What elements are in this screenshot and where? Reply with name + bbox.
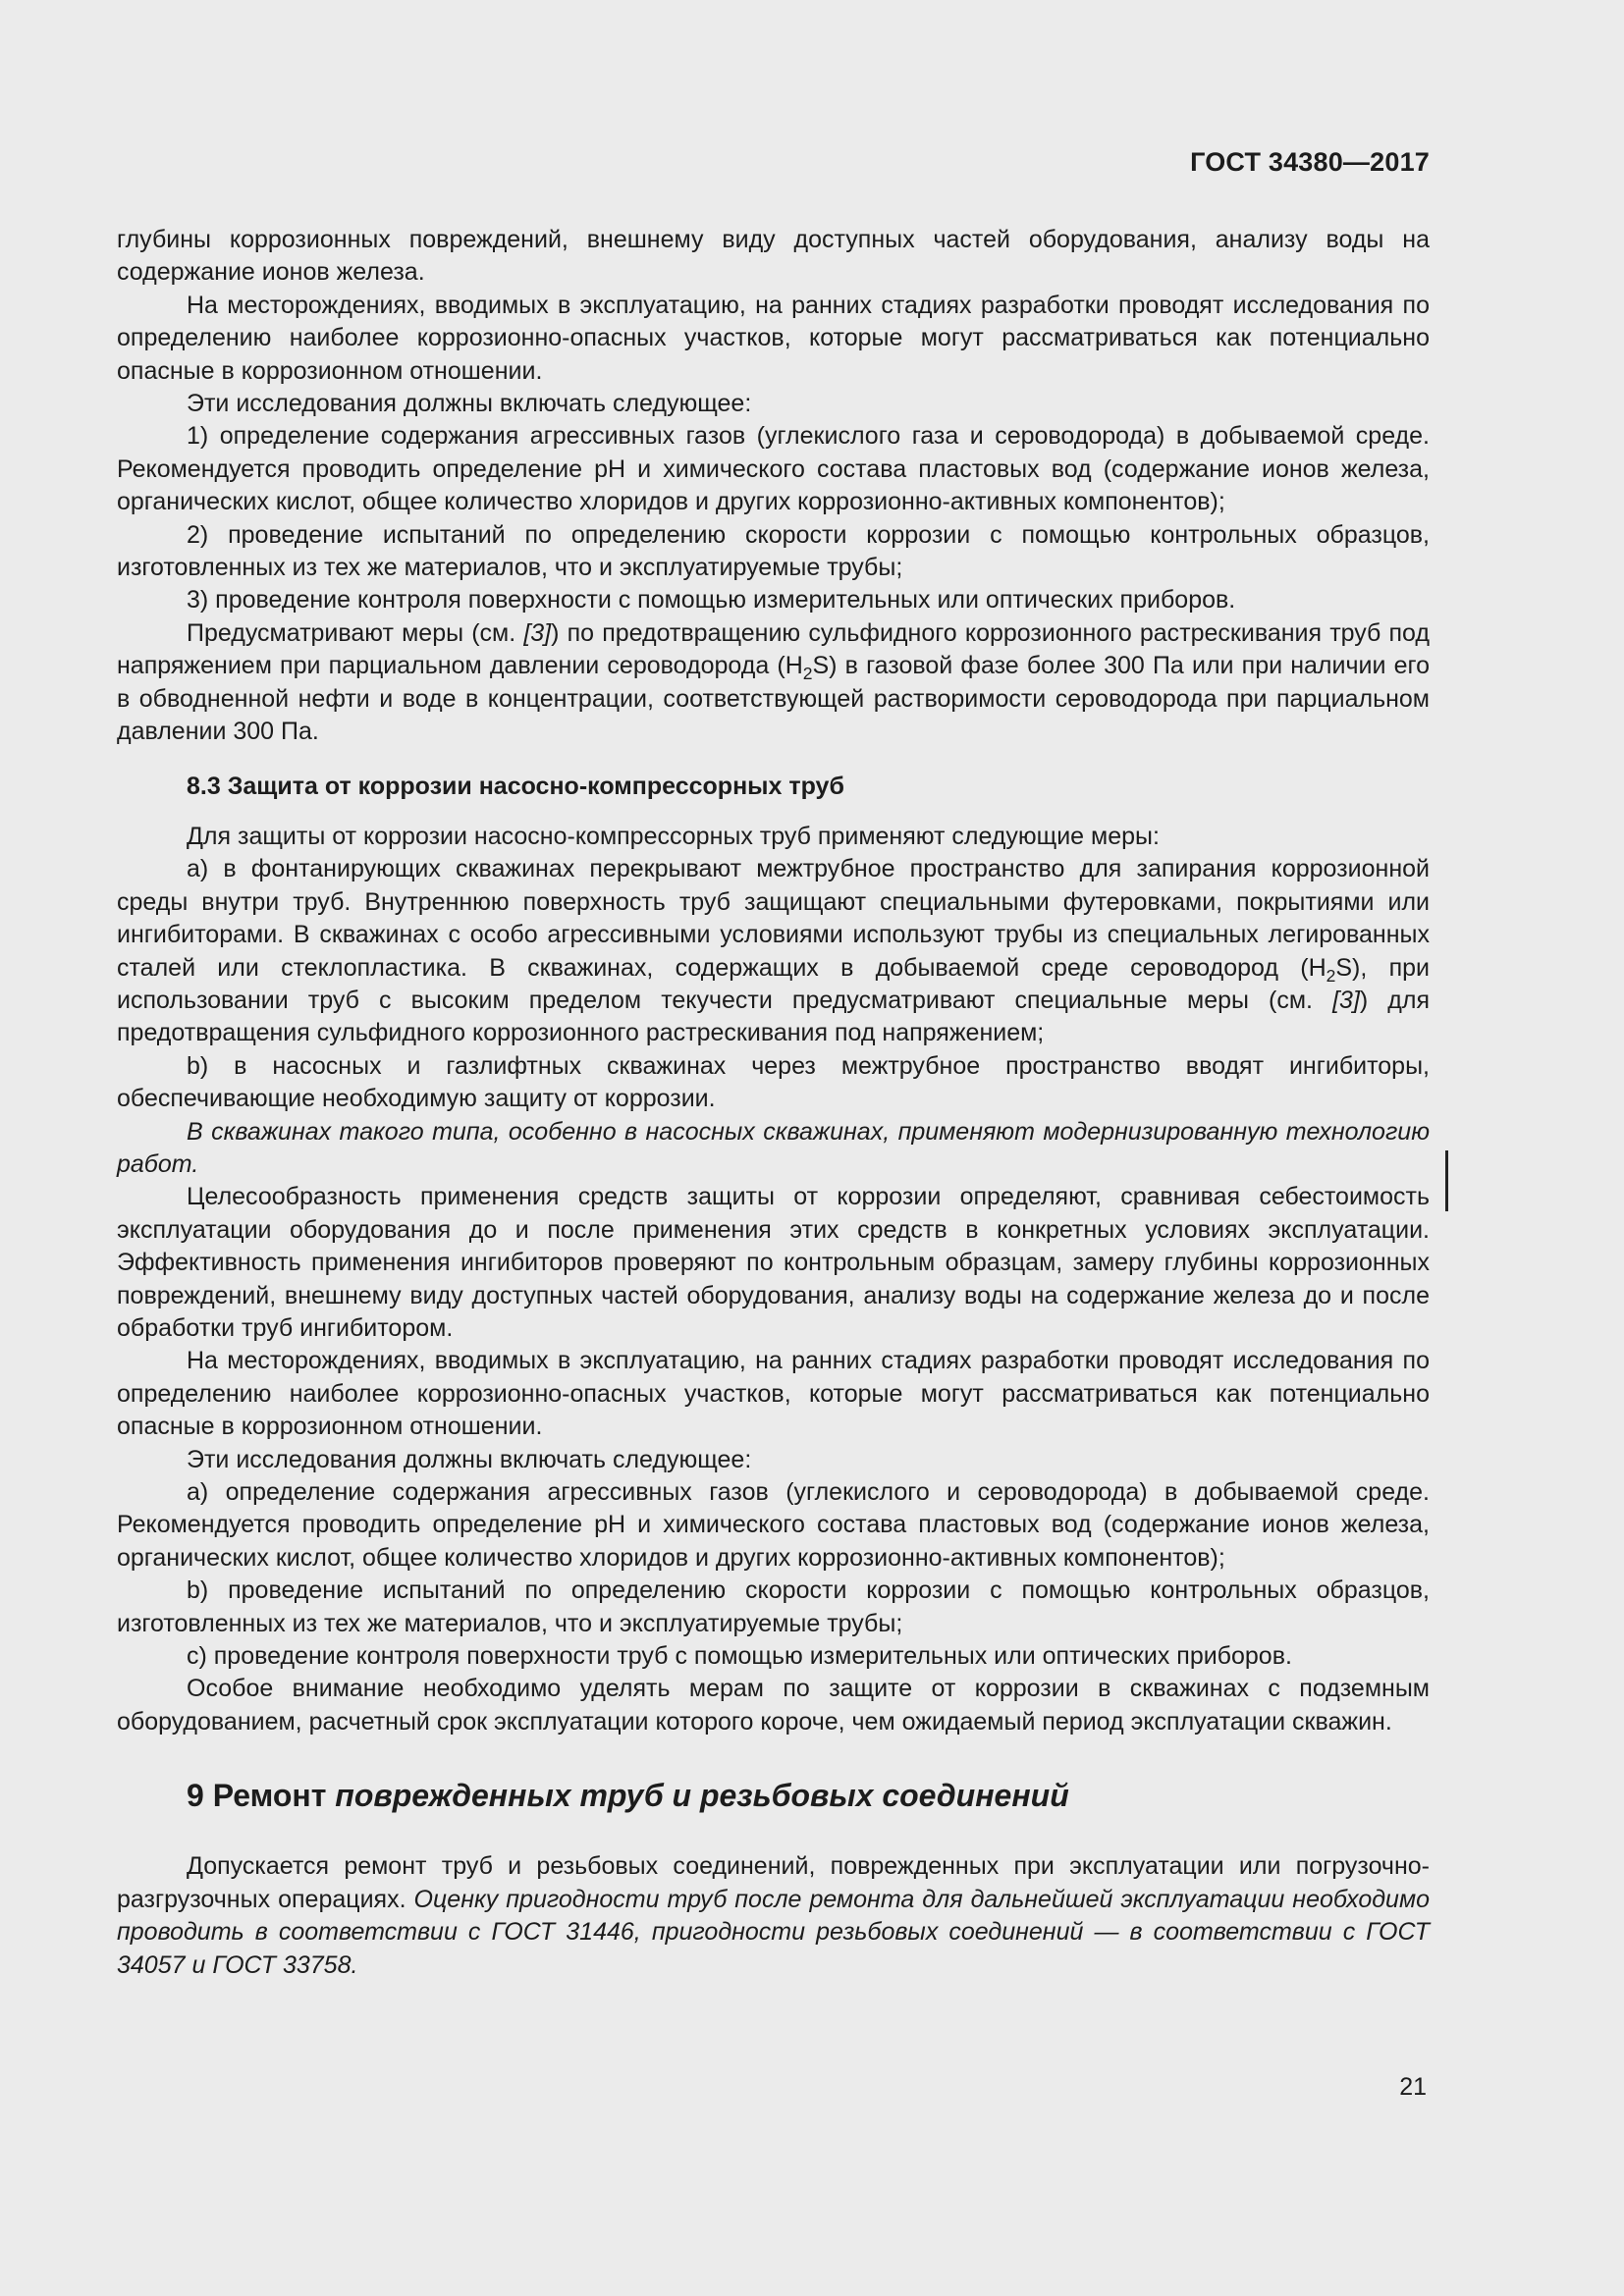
subscript: 2	[802, 664, 813, 684]
change-marker-bar	[1445, 1150, 1448, 1211]
paragraph: Целесообразность применения средств защиты от коррозии определяют, сравнивая себестоимость эксплуатации оборудования до и после применения этих средств в конкретных условиях эксплуатации. Эффективность применения ингибиторов проверяют по контрольным образцам, замеру глубины коррозионных повреждений, внешнему виду доступных частей оборудования, анализу воды на содержание железа до и после обработки труб ингибитором.	[117, 1183, 1430, 1342]
paragraph: Для защиты от коррозии насосно-компрессорных труб применяют следующие меры:	[187, 822, 1160, 850]
italic-text: Оценку пригодности труб после ремонта для дальнейшей эксплуатации необходимо проводить в соответствии с ГОСТ 31446, пригодности резьбовых соединений — в соответствии с ГОСТ 34057 и ГОСТ 33758.	[117, 1885, 1430, 1979]
text: S), при использовании труб с высоким пределом текучести предусматривают специальные меры (см.	[117, 953, 1430, 1014]
heading-text: 9 Ремонт	[187, 1778, 336, 1814]
paragraph-italic	[117, 1116, 1430, 1182]
text: Допускается ремонт труб и резьбовых соединений, поврежденных при эксплуатации или погрузочно-разгрузочных операциях.	[117, 1852, 1430, 1913]
paragraph: Особое внимание необходимо уделять мерам по защите от коррозии в скважинах с подземным оборудованием, расчетный срок эксплуатации которого короче, чем ожидаемый период эксплуатации скважин.	[117, 1675, 1430, 1735]
reference-link: [3]	[523, 618, 552, 647]
paragraph	[117, 617, 1430, 749]
page-number: 21	[1399, 2073, 1427, 2101]
text: S) в газовой фазе более 300 Па или при наличии его в обводненной нефти и воде в концентрации, соответствующей растворимости сероводорода при парциальном давлении 300 Па.	[117, 652, 1430, 746]
italic-text: В скважинах такого типа, особенно в насосных скважинах, применяют модернизированную технологию работ.	[117, 1117, 1430, 1178]
list-item: 2) проведение испытаний по определению скорости коррозии с помощью контрольных образцов, изготовленных из тех же материалов, что и эксплуатируемые трубы;	[117, 520, 1430, 582]
paragraph: На месторождениях, вводимых в эксплуатацию, на ранних стадиях разработки проводят исследования по определению наиболее коррозионно-опасных участков, которые могут рассматриваться как потенциально опасные в коррозионном отношении.	[117, 291, 1430, 385]
list-item: 1) определение содержания агрессивных газов (углекислого газа и сероводорода) в добываемой среде. Рекомендуется проводить определение pH и химического состава пластовых вод (содержание ионов железа, органических кислот, общее количество хлоридов и других коррозионно-активных компонентов);	[117, 422, 1430, 516]
subscript: 2	[1326, 965, 1336, 986]
section-heading-9	[187, 1776, 1430, 1815]
text: Предусматривают меры (см.	[187, 618, 524, 647]
text: ) для предотвращения сульфидного коррозионного растрескивания под напряжением;	[117, 986, 1431, 1047]
paragraph: Эти исследования должны включать следующее:	[187, 390, 752, 418]
paragraph	[117, 1850, 1430, 1982]
document-id-header: ГОСТ 34380—2017	[1190, 147, 1430, 177]
paragraph: глубины коррозионных повреждений, внешнему виду доступных частей оборудования, анализу воды на содержание ионов железа.	[117, 226, 1430, 287]
text: ) по предотвращению сульфидного коррозионного растрескивания труб под напряжением при парциальном давлении сероводорода (H	[117, 618, 1430, 680]
list-item: b) проведение испытаний по определению скорости коррозии с помощью контрольных образцов, изготовленных из тех же материалов, что и эксплуатируемые трубы;	[117, 1576, 1430, 1637]
reference-link: [3]	[1332, 986, 1360, 1014]
page-body	[117, 224, 1430, 1982]
list-item: c) проведение контроля поверхности труб с помощью измерительных или оптических приборов.	[187, 1642, 1292, 1671]
list-item: a) определение содержания агрессивных газов (углекислого и сероводорода) в добываемой среде. Рекомендуется проводить определение pH и химического состава пластовых вод (содержание ионов железа, органических кислот, общее количество хлоридов и других коррозионно-активных компонентов);	[117, 1478, 1430, 1572]
list-item	[117, 853, 1430, 1049]
paragraph: На месторождениях, вводимых в эксплуатацию, на ранних стадиях разработки проводят исследования по определению наиболее коррозионно-опасных участков, которые могут рассматриваться как потенциально опасные в коррозионном отношении.	[117, 1347, 1430, 1441]
list-item: b) в насосных и газлифтных скважинах через межтрубное пространство вводят ингибиторы, обеспечивающие необходимую защиту от коррозии.	[117, 1051, 1430, 1113]
paragraph: Эти исследования должны включать следующее:	[187, 1445, 752, 1473]
list-item: 3) проведение контроля поверхности с помощью измерительных или оптических приборов.	[187, 586, 1236, 614]
section-heading-8-3: 8.3 Защита от коррозии насосно-компрессорных труб	[187, 772, 844, 800]
heading-italic-text: поврежденных труб и резьбовых соединений	[335, 1778, 1069, 1814]
text: a) в фонтанирующих скважинах перекрывают межтрубное пространство для запирания коррозионной среды внутри труб. Внутреннюю поверхность труб защищают специальными футеровками, покрытиями или ингибиторами. В скважинах с особо агрессивными условиями используют трубы из специальных легированных сталей или стеклопластика. В скважинах, содержащих в добываемой среде сероводород (H	[117, 855, 1430, 982]
